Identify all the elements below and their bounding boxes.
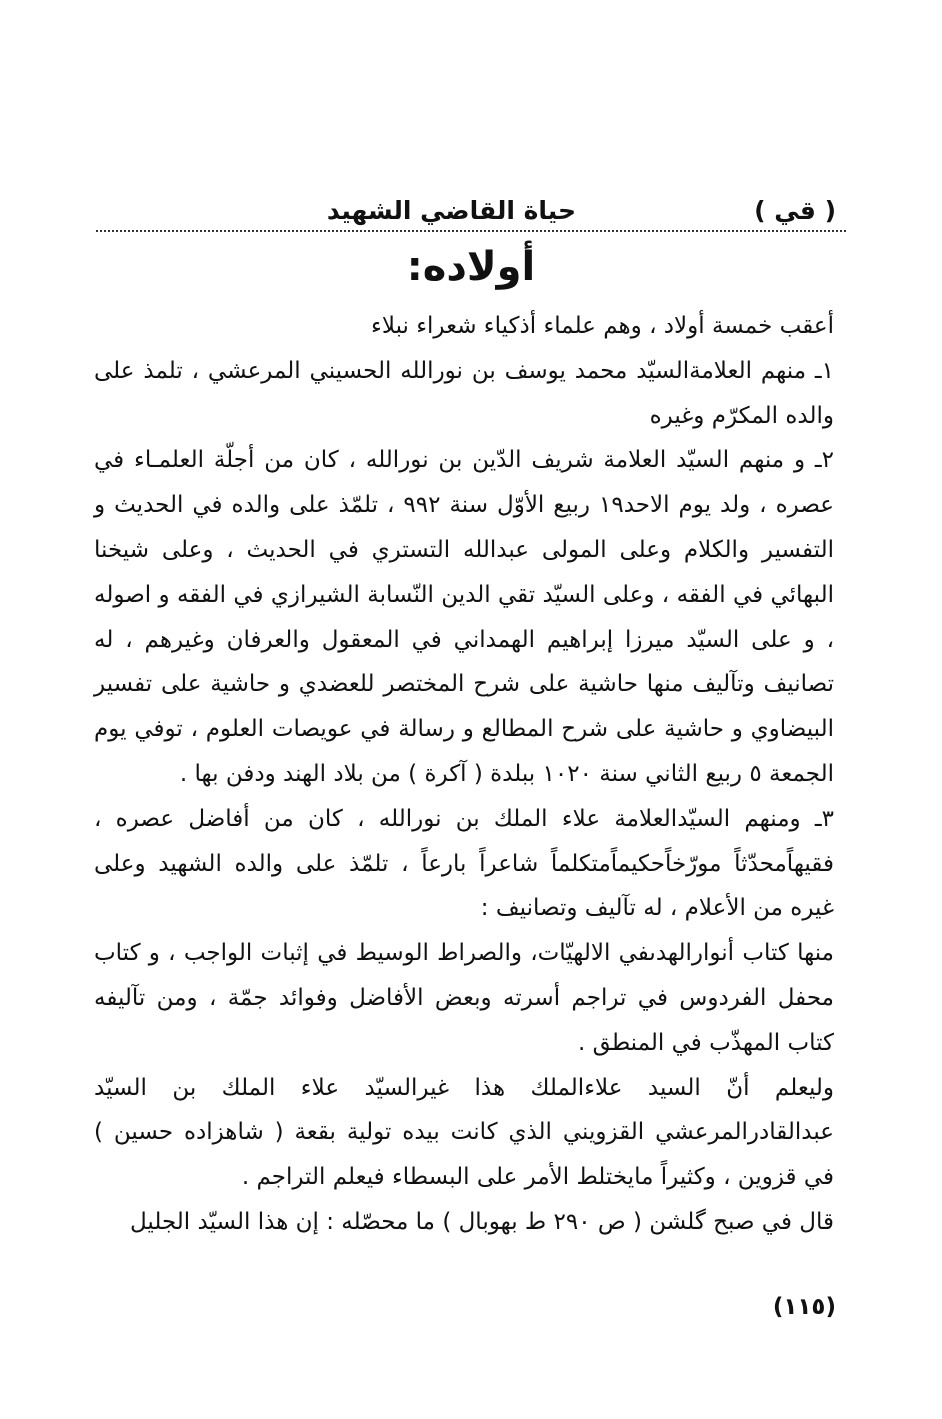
paragraph-son-2: ٢ـ و منهم السيّد العلامة شريف الدّين بن نورالله ، كان من أجلّة العلمـاء في عصره ، ولد يوم الاحد١٩ ربيع الأوّل سنة ٩٩٢ ، تلمّذ على والده في الحديث و التفسير والكلام وعلى المولى عبدالله التستري في الحديث ، وعلى شيخنا البهائي في الفقه ، وعلى السيّد تقي الدين النّسابة الشيرازي في الفقه و اصوله ، و على السيّد ميرزا إبراهيم الهمداني في المعقول والعرفان وغيرهم ، له تصانيف وتآليف منها حاشية على شرح المختصر للعضدي و حاشية على تفسير البيضاوي و حاشية على شرح المطالع و رسالة في عويصات العلوم ، توفي يوم الجمعة ٥ ربيع الثاني سنة ١٠٢٠ ببلدة ( آكرة ) من بلاد الهند ودفن بها . bbox=[94, 447, 834, 787]
page-number: (١١٥) bbox=[772, 1294, 836, 1320]
paragraph-note: وليعلم أنّ السيد علاءالملك هذا غيرالسيّد علاء الملك بن السيّد عبدالقادرالمرعشي القزويني الذي كانت بيده تولية بقعة ( شاهزاده حسين ) في قزوين ، وكثيراً مايختلط الأمر على البسطاء فيعلم التراجم . bbox=[94, 1074, 834, 1191]
section-title: أولاده: bbox=[406, 244, 536, 290]
paragraph-intro: أعقب خمسة أولاد ، وهم علماء أذكياء شعراء نبلاء bbox=[371, 313, 834, 339]
header-dotted-rule bbox=[96, 230, 846, 232]
running-header bbox=[96, 192, 846, 232]
paragraph-works: منها كتاب أنوارالهدىفي الالهيّات، والصراط الوسيط في إثبات الواجب ، و كتاب محفل الفردوس في تراجم أسرته وبعض الأفاضل وفوائد جمّة ، ومن تآليفه كتاب المهذّب في المنطق . bbox=[94, 940, 834, 1056]
paragraph-quote: قال في صبح گلشن ( ص ٢٩٠ ط بهوبال ) ما محصّله : إن هذا السيّد الجليل bbox=[129, 1208, 834, 1235]
running-title: حياة القاضي الشهيد bbox=[326, 196, 576, 225]
paragraph-son-3: ٣ـ ومنهم السيّدالعلامة علاء الملك بن نورالله ، كان من أفاضل عصره ، فقيهاًمحدّثاً مورّخاًحكيماًمتكلماً شاعراً بارعاً ، تلمّذ على والده الشهيد وعلى غيره من الأعلام ، له تآليف وتصانيف : bbox=[94, 805, 834, 922]
body-text bbox=[94, 304, 834, 1245]
paragraph-son-1: ١ـ منهم العلامةالسيّد محمد يوسف بن نورالله الحسيني المرعشي ، تلمذ على والده المكرّم وغيره bbox=[94, 357, 834, 429]
volume-tag: ( قي ) bbox=[754, 196, 836, 225]
